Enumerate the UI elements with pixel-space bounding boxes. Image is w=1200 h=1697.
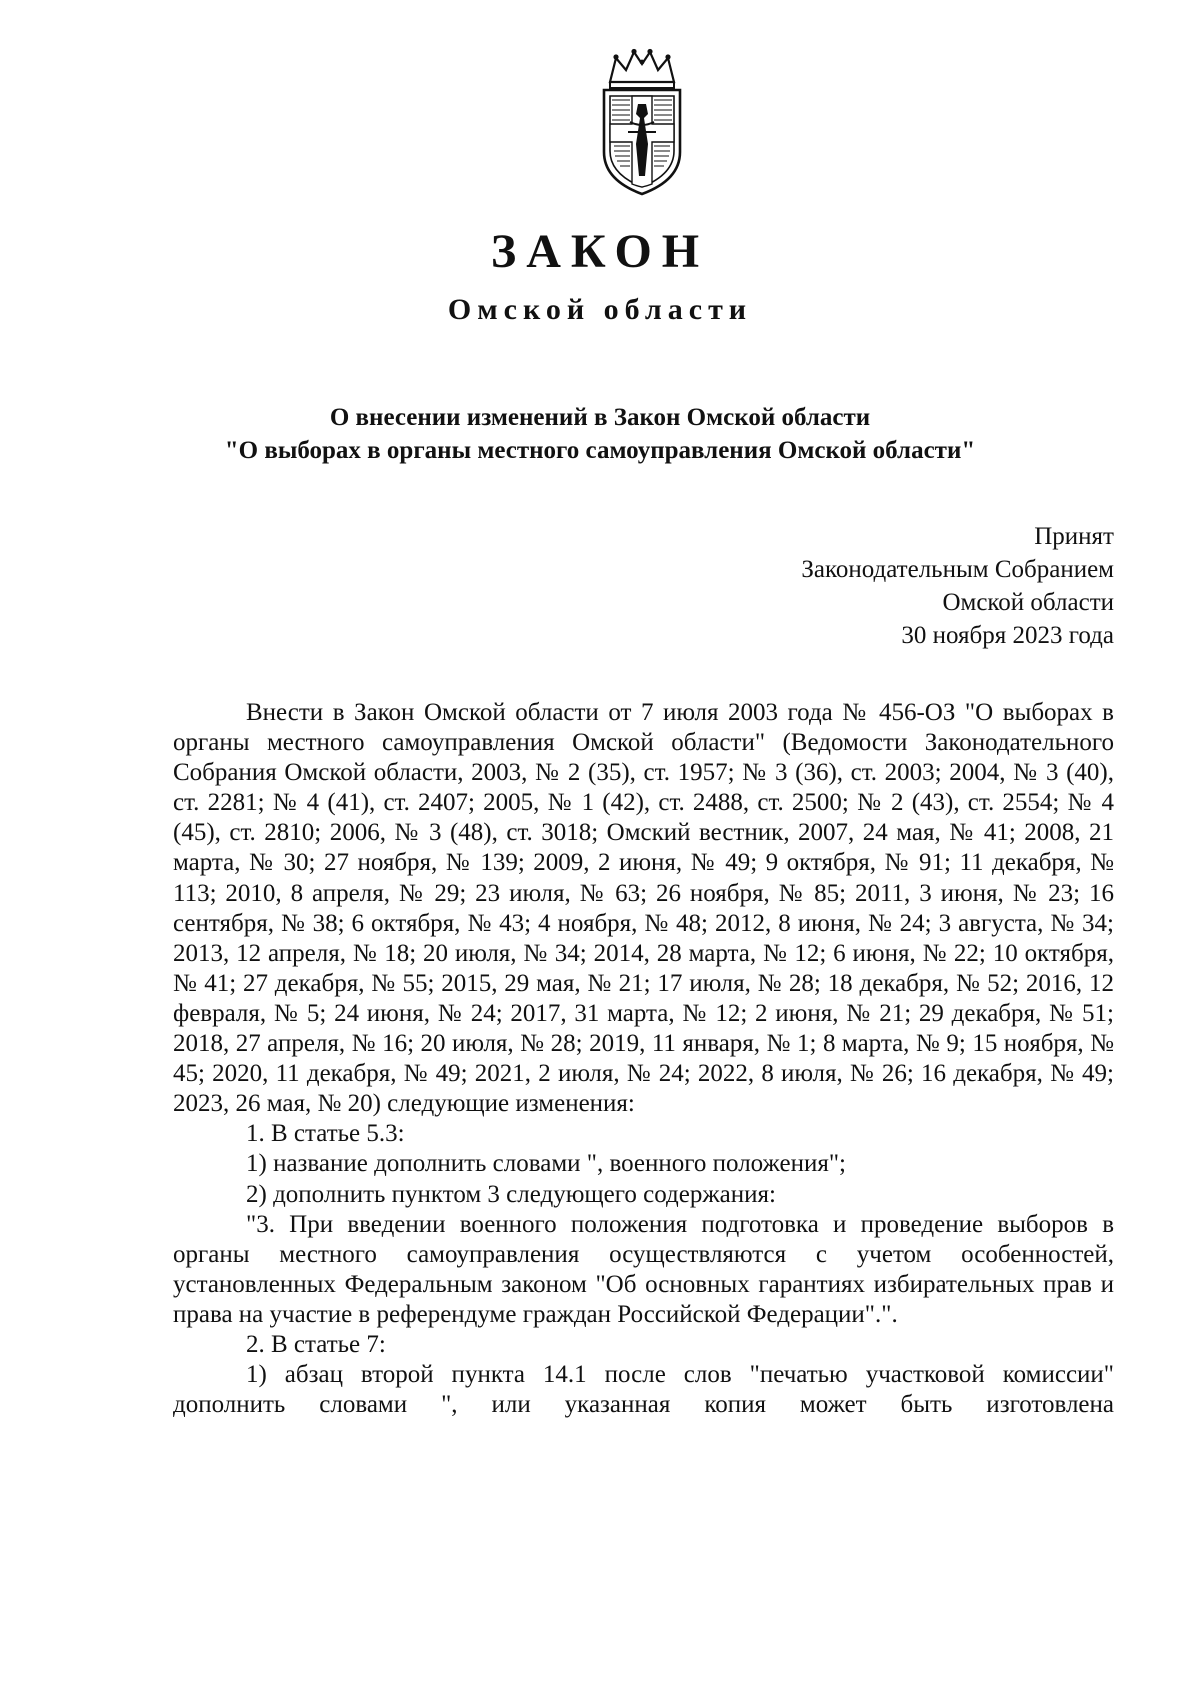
adoption-line: Омской области <box>942 589 1114 616</box>
document-title: ЗАКОН <box>490 225 710 278</box>
intro-paragraph: Внести в Закон Омской области от 7 июля 2003 года № 456-ОЗ "О выборах в органы местного самоуправления Омской области" (Ведомости Законодательного Собрания Омской области, 2003, № 2 (35), ст. 1957; № 3 (36), ст. 2003; 2004, № 3 (40), ст. 2281; № 4 (41), ст. 2407; 2005, № 1 (42), ст. 2488, ст. 2500; № 2 (43), ст. 2554; № 4 (45), ст. 2810; 2006, № 3 (48), ст. 3018; Омский вестник, 2007, 24 мая, № 41; 2008, 21 марта, № 30; 27 ноября, № 139; 2009, 2 июня, № 49; 9 октября, № 91; 11 декабря, № 113; 2010, 8 апреля, № 29; 23 июля, № 63; 26 ноября, № 85; 2011, 3 июня, № 23; 16 сентября, № 38; 6 октября, № 43; 4 ноября, № 48; 2012, 8 июня, № 24; 3 августа, № 34; 2013, 12 апреля, № 18; 20 июля, № 34; 2014, 28 марта, № 12; 6 июня, № 22; 10 октября, № 41; 27 декабря, № 55; 2015, 29 мая, № 21; 17 июля, № 28; 18 декабря, № 52; 2016, 12 февраля, № 5; 24 июня, № 24; 2017, 31 марта, № 12; 2 июня, № 21; 29 декабря, № 51; 2018, 27 апреля, № 16; 20 июля, № 28; 2019, 11 января, № 1; 8 марта, № 9; 15 ноября, № 45; 2020, 11 декабря, № 49; 2021, 2 июля, № 24; 2022, 8 июля, № 26; 16 декабря, № 49; 2023, 26 мая, № 20) следующие изменения: <box>173 699 1114 1118</box>
coat-of-arms-icon <box>592 48 692 198</box>
document-subtitle: Омской области <box>447 293 753 326</box>
adoption-line: Принят <box>1034 523 1114 550</box>
section-heading: 1. В статье 5.3: <box>246 1120 405 1148</box>
law-name-line: "О выборах в органы местного самоуправления Омской области" <box>224 437 976 464</box>
list-item: 1) название дополнить словами ", военного положения"; <box>246 1150 846 1178</box>
quoted-paragraph: "3. При введении военного положения подготовка и проведение выборов в органы местного самоуправления осуществляются с учетом особенностей, установленных Федеральным законом "Об основных гарантиях избирательных прав и права на участие в референдуме граждан Российской Федерации".". <box>173 1210 1114 1328</box>
adoption-line: Законодательным Собранием <box>801 556 1114 583</box>
section-heading: 2. В статье 7: <box>246 1330 386 1358</box>
adoption-date: 30 ноября 2023 года <box>901 622 1114 649</box>
law-body <box>173 698 1114 1420</box>
list-item: 1) абзац второй пункта 14.1 после слов "печатью участковой комиссии" дополнить словами ", или указанная копия может быть изготовлена <box>173 1361 1114 1419</box>
adoption-block <box>801 520 1114 652</box>
law-name-line: О внесении изменений в Закон Омской области <box>329 404 871 431</box>
list-item: 2) дополнить пунктом 3 следующего содержания: <box>246 1180 776 1208</box>
law-name-heading <box>0 401 1200 467</box>
